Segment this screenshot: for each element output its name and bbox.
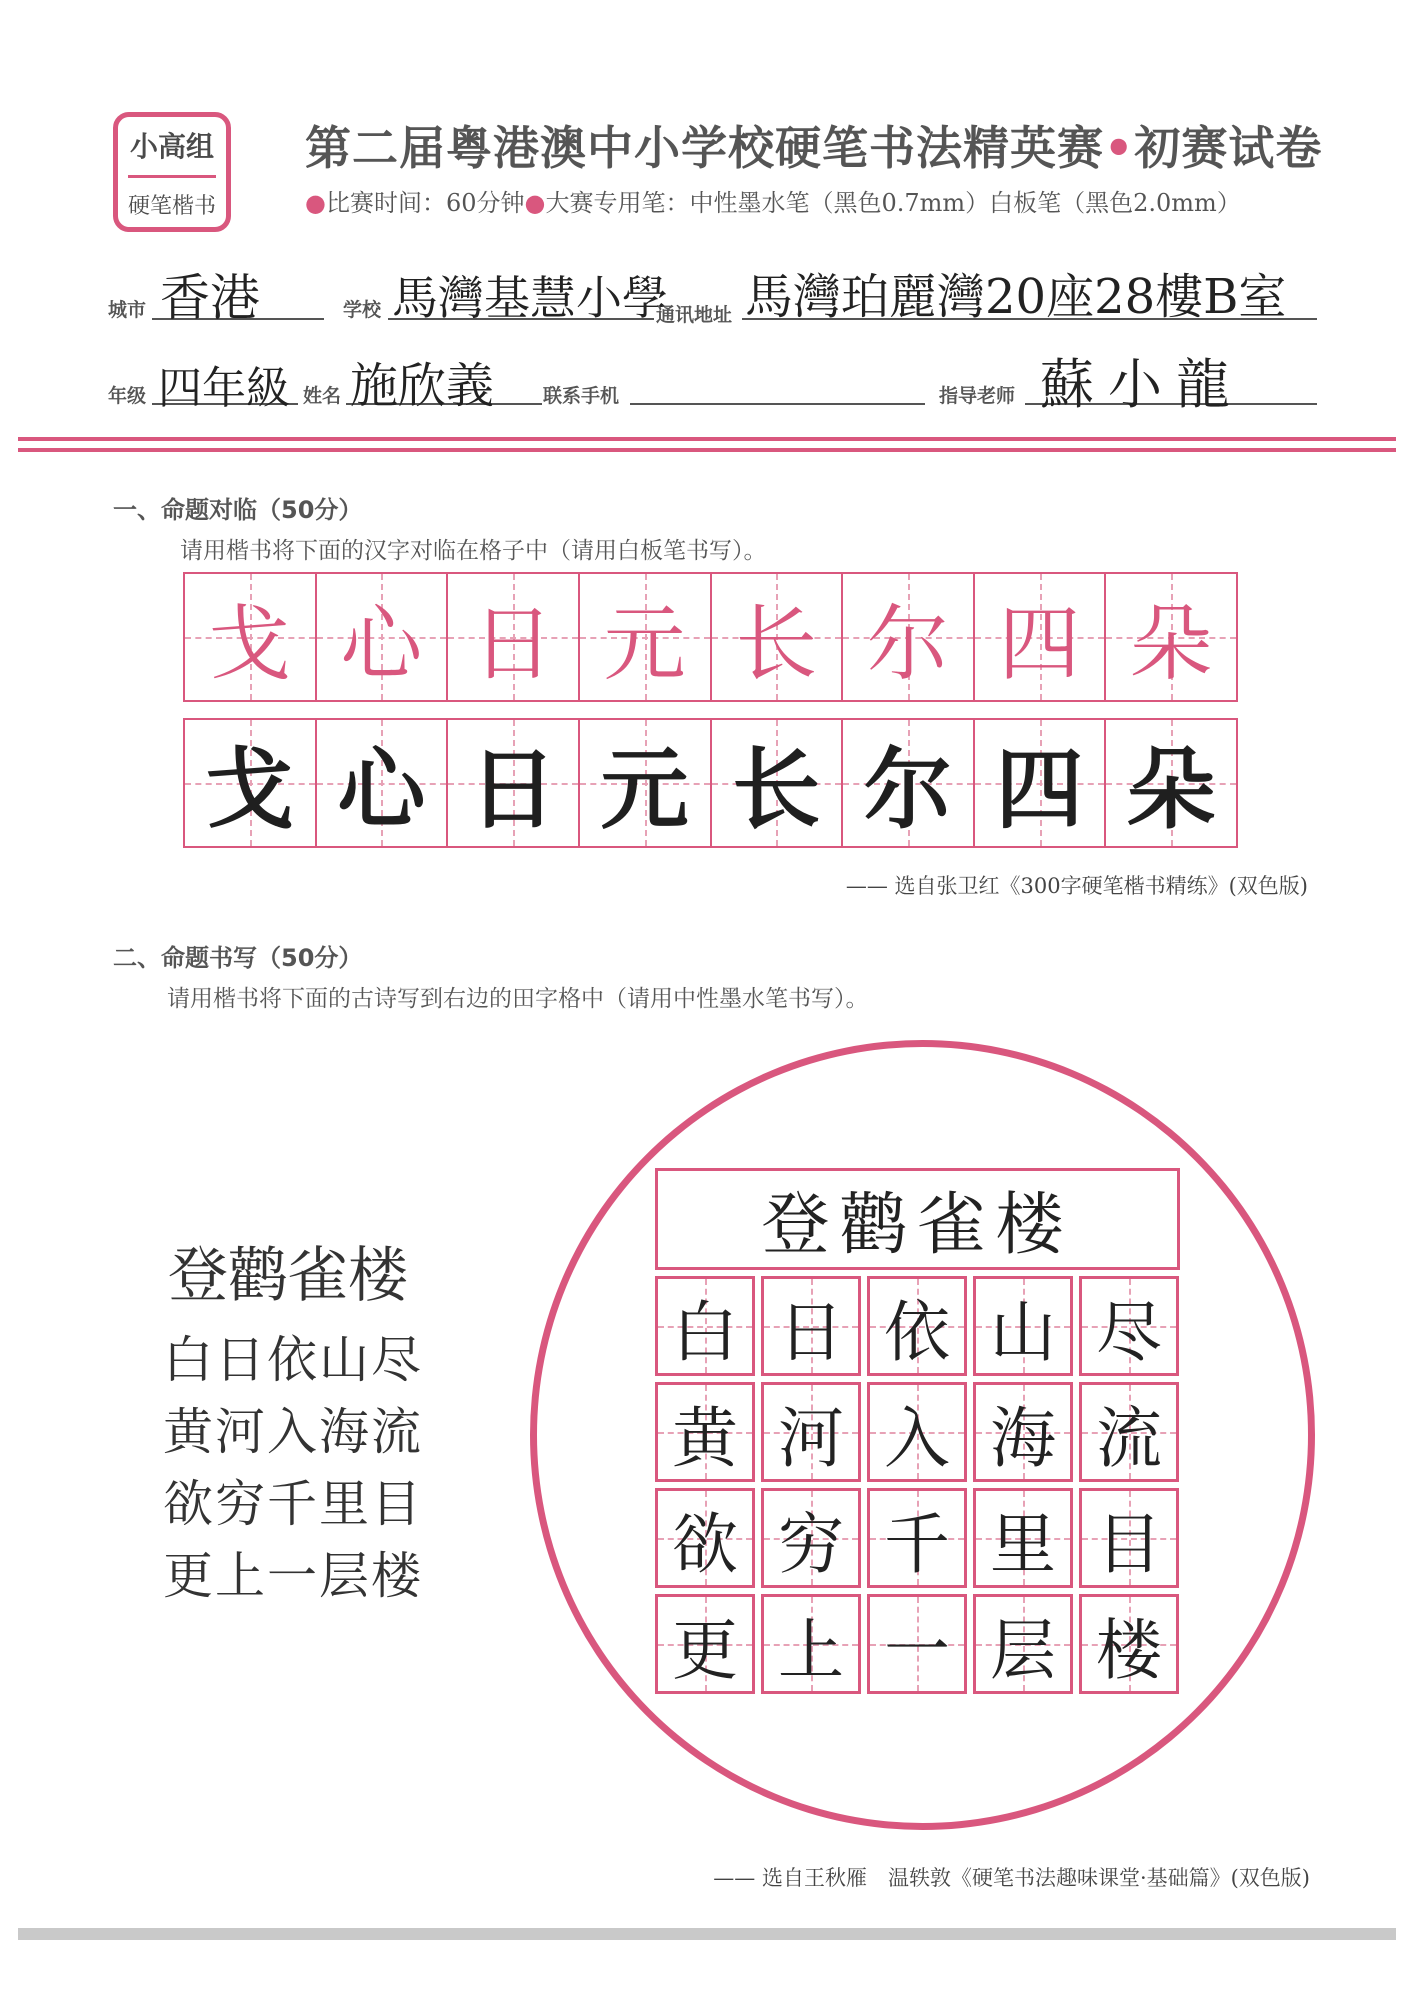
poem-title: 登鹳雀楼 [168, 1241, 408, 1311]
title-dot: • [1104, 121, 1135, 175]
city-value[interactable]: 香港 [160, 269, 260, 327]
page-title [305, 112, 1322, 178]
tianzige-grid [655, 1276, 1180, 1694]
grid-row [655, 1276, 1180, 1376]
grid-cell[interactable]: 欲 [655, 1488, 755, 1588]
section1-heading: 一、命题对临（50分） [113, 496, 363, 524]
phone-label: 联系手机 [543, 385, 620, 407]
grid-cell[interactable]: 千 [867, 1488, 967, 1588]
copy-cell[interactable]: 朵 [1106, 720, 1236, 846]
grid-cell[interactable]: 依 [867, 1276, 967, 1376]
model-cell: 尔 [843, 574, 975, 700]
grid-cell[interactable]: 白 [655, 1276, 755, 1376]
footer-bar [18, 1928, 1396, 1940]
copy-cell[interactable]: 心 [317, 720, 449, 846]
section2-instruction: 请用楷书将下面的古诗写到右边的田字格中（请用中性墨水笔书写）。 [167, 986, 869, 1012]
address-label: 通讯地址 [656, 304, 733, 326]
badge-category: 硬笔楷书 [127, 194, 216, 219]
grid-cell[interactable]: 海 [973, 1382, 1073, 1482]
model-cell: 元 [580, 574, 712, 700]
poem-line: 更上一层楼 [163, 1547, 423, 1605]
copy-cell[interactable]: 戈 [185, 720, 317, 846]
grid-cell[interactable]: 日 [761, 1276, 861, 1376]
page-subtitle [305, 183, 1241, 218]
poem-line: 白日依山尽 [163, 1331, 423, 1389]
bullet-icon: ● [524, 189, 546, 217]
grid-row [655, 1488, 1180, 1588]
model-cell: 戈 [185, 574, 317, 700]
copy-cell[interactable]: 日 [448, 720, 580, 846]
copy-cell[interactable]: 尔 [843, 720, 975, 846]
name-label: 姓名 [303, 385, 342, 407]
written-title: 登鹳雀楼 [761, 1185, 1074, 1265]
grid-cell[interactable]: 入 [867, 1382, 967, 1482]
header-divider-top [18, 437, 1396, 441]
copy-cell[interactable]: 元 [580, 720, 712, 846]
section1-instruction: 请用楷书将下面的汉字对临在格子中（请用白板笔书写）。 [180, 538, 767, 564]
grid-cell[interactable]: 尽 [1079, 1276, 1179, 1376]
grade-label: 年级 [108, 385, 147, 407]
phone-line [630, 403, 925, 405]
grid-row [655, 1594, 1180, 1694]
header-divider-bottom [18, 448, 1396, 452]
section2-credit: —— 选自王秋雁 温轶敦《硬笔书法趣味课堂·基础篇》(双色版) [713, 1866, 1310, 1890]
grid-cell[interactable]: 流 [1079, 1382, 1179, 1482]
copy-row [183, 718, 1238, 848]
school-label: 学校 [343, 299, 382, 321]
poem-line: 欲穷千里目 [163, 1475, 423, 1533]
poem-line: 黄河入海流 [163, 1403, 423, 1461]
grid-cell[interactable]: 上 [761, 1594, 861, 1694]
model-cell: 长 [712, 574, 844, 700]
grid-cell[interactable]: 河 [761, 1382, 861, 1482]
model-cell: 日 [448, 574, 580, 700]
title-main: 第二届粤港澳中小学校硬笔书法精英赛 [305, 121, 1104, 175]
teacher-value[interactable]: 蘇小龍 [1040, 353, 1244, 416]
copy-cell[interactable]: 长 [712, 720, 844, 846]
school-value[interactable]: 馬灣基慧小學 [392, 271, 668, 325]
grid-cell[interactable]: 黄 [655, 1382, 755, 1482]
model-cell: 朵 [1106, 574, 1236, 700]
bullet-icon: ● [305, 189, 326, 217]
group-badge [113, 112, 231, 232]
subtitle-pens: 大赛专用笔：中性墨水笔（黑色0.7mm）白板笔（黑色2.0mm） [545, 189, 1241, 217]
section2-heading: 二、命题书写（50分） [113, 944, 363, 972]
grid-cell[interactable]: 层 [973, 1594, 1073, 1694]
written-title-box[interactable] [655, 1168, 1180, 1270]
badge-divider [128, 175, 216, 178]
teacher-label: 指导老师 [939, 385, 1016, 407]
model-row [183, 572, 1238, 702]
grid-cell[interactable]: 楼 [1079, 1594, 1179, 1694]
grid-row [655, 1382, 1180, 1482]
grid-cell[interactable]: 更 [655, 1594, 755, 1694]
model-cell: 四 [975, 574, 1107, 700]
grid-cell[interactable]: 目 [1079, 1488, 1179, 1588]
badge-group: 小高组 [129, 130, 214, 163]
grid-cell[interactable]: 穷 [761, 1488, 861, 1588]
subtitle-time: 比赛时间：60分钟 [325, 189, 525, 217]
model-cell: 心 [317, 574, 449, 700]
copy-cell[interactable]: 四 [975, 720, 1107, 846]
title-suffix: 初赛试卷 [1134, 121, 1323, 175]
grid-cell[interactable]: 一 [867, 1594, 967, 1694]
name-value[interactable]: 施欣義 [350, 358, 495, 414]
city-label: 城市 [108, 299, 147, 321]
address-value[interactable]: 馬灣珀麗灣20座28樓B室 [745, 269, 1287, 325]
grid-cell[interactable]: 山 [973, 1276, 1073, 1376]
section1-credit: —— 选自张卫红《300字硬笔楷书精练》(双色版) [845, 874, 1308, 898]
grade-value[interactable]: 四年級 [158, 363, 290, 414]
grid-cell[interactable]: 里 [973, 1488, 1073, 1588]
